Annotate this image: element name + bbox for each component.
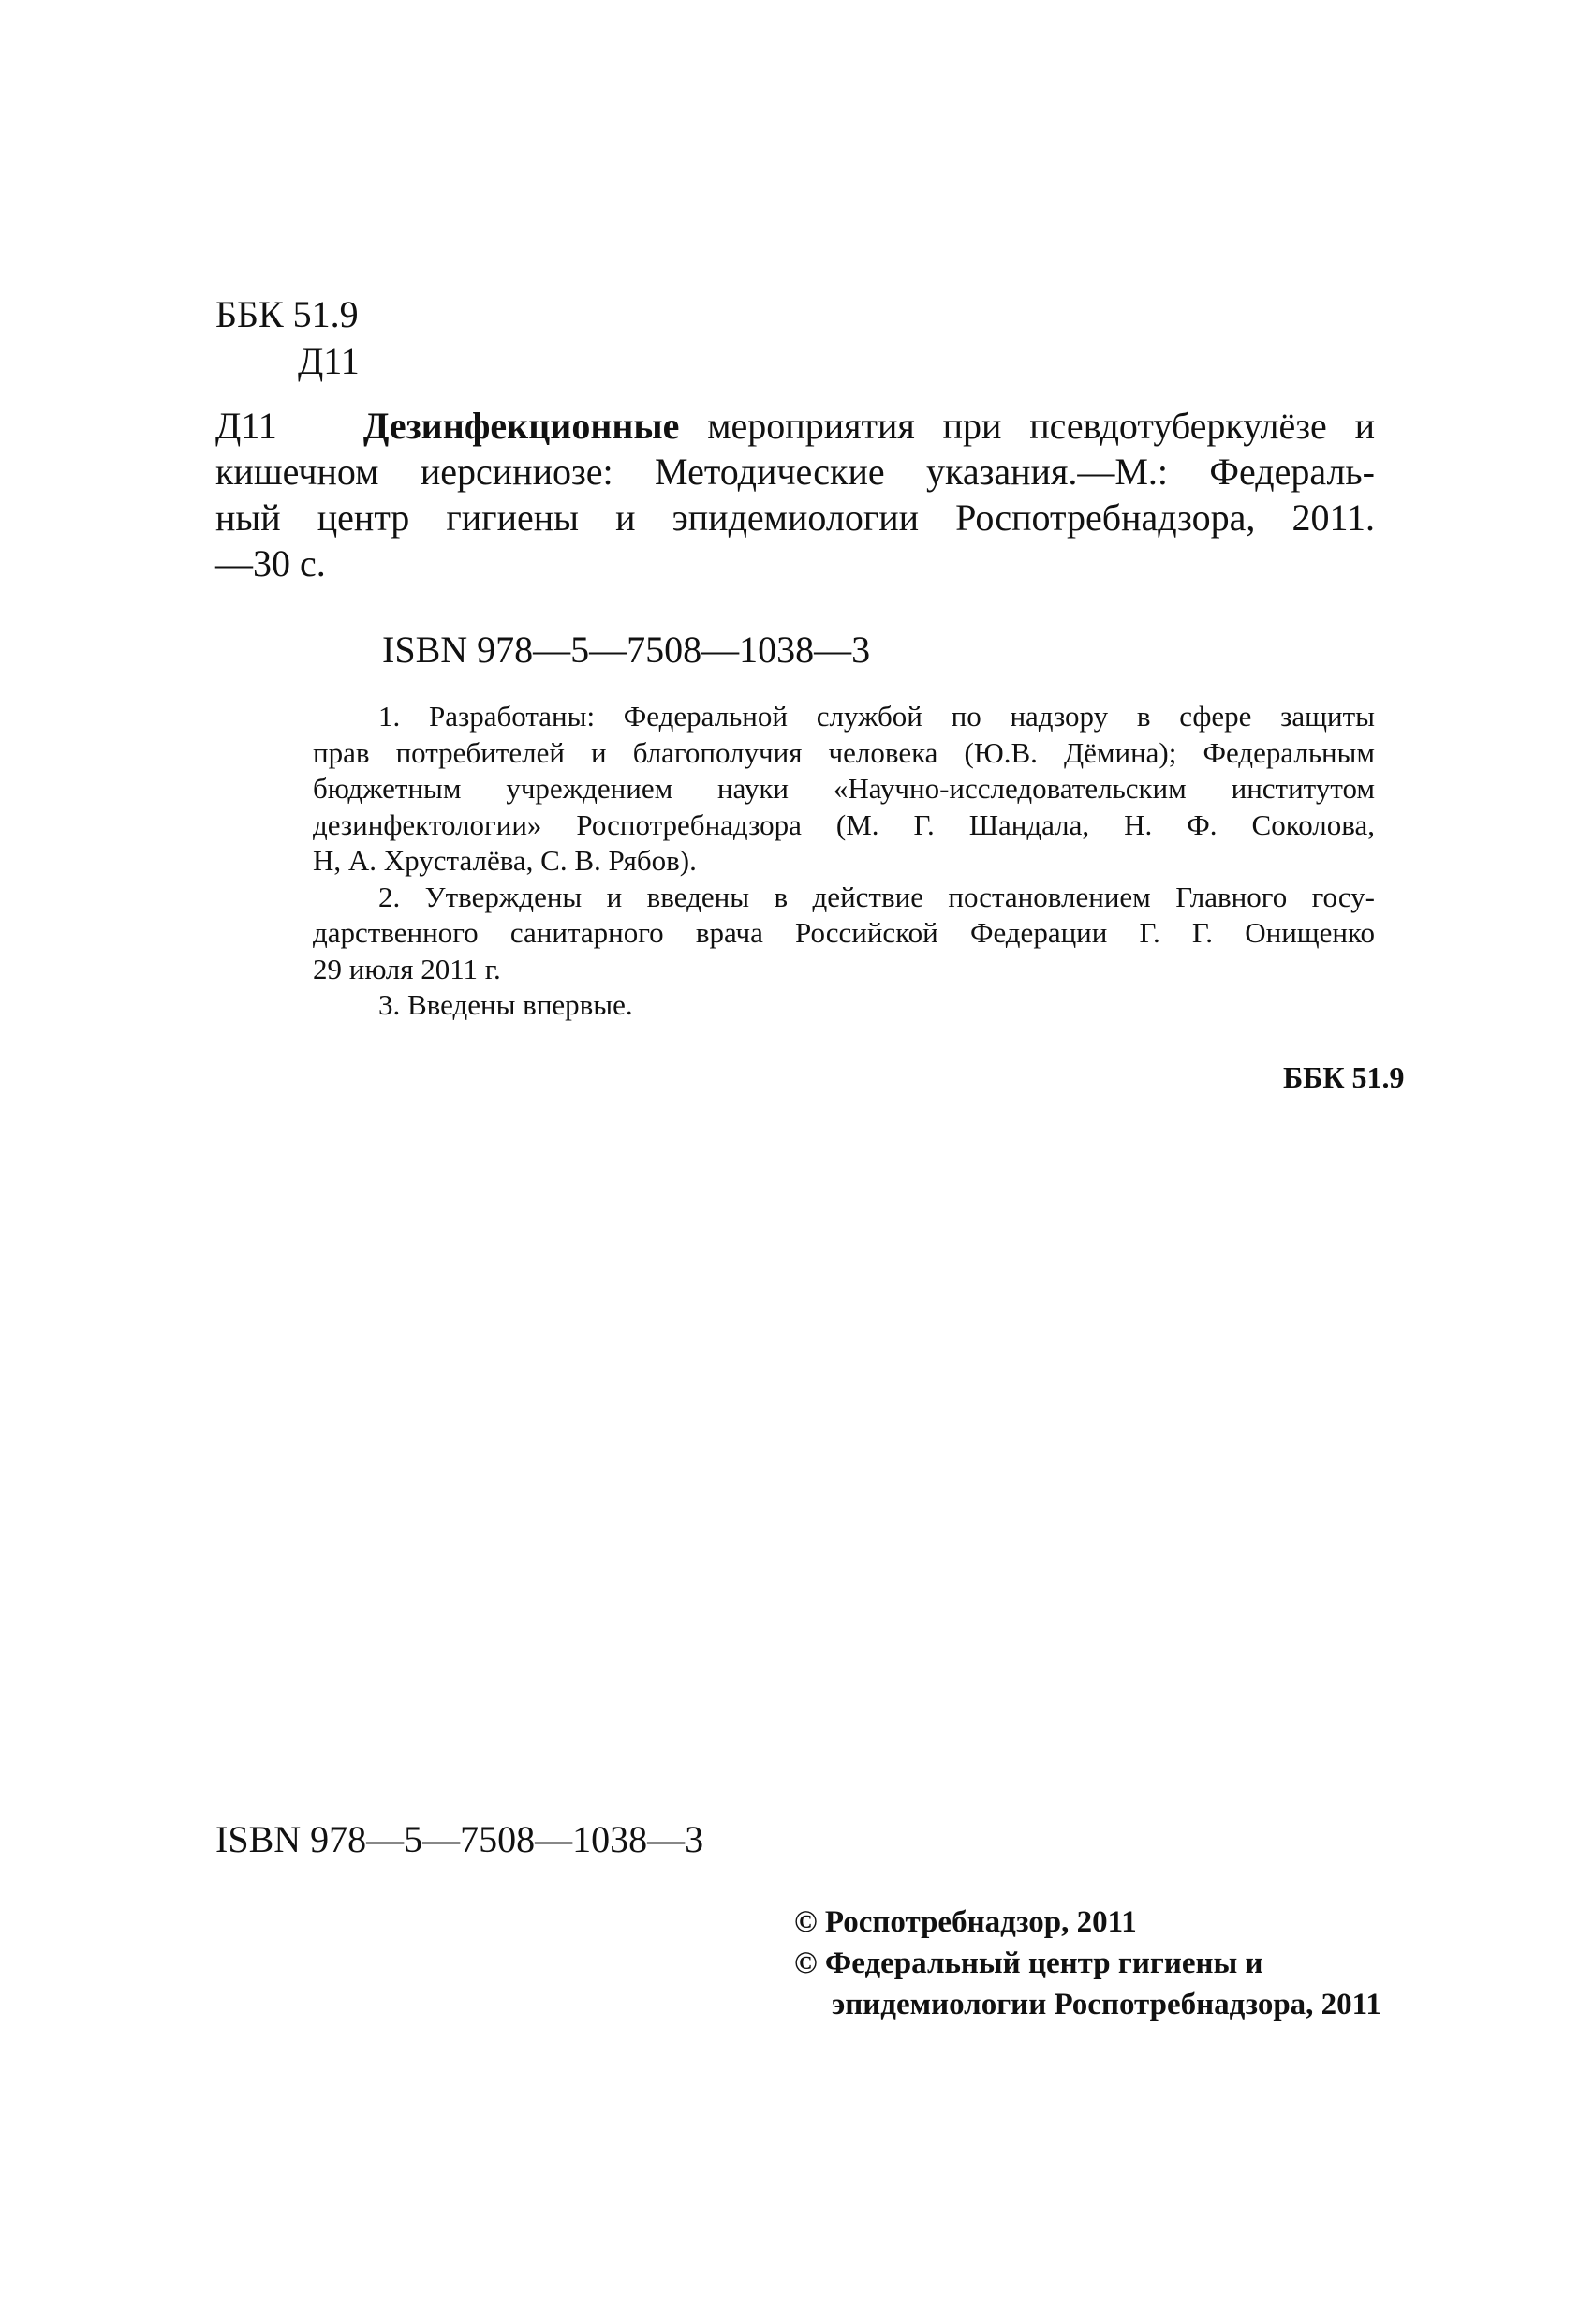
- notes-block: [313, 699, 1375, 1024]
- entry-title-line: [363, 403, 1375, 449]
- entry-line-4: —30 с.: [215, 542, 326, 585]
- note-3: 3. Введены впервые.: [378, 988, 633, 1021]
- copyright-line-2: © Федеральный центр гигиены и: [794, 1947, 1263, 1980]
- bibliographic-entry: [215, 403, 1375, 586]
- note-1-line-1: 1. Разработаны: Федеральной службой по надзору в сфере защиты: [378, 700, 1375, 733]
- note-1-line-3: бюджетным учреждением науки «Научно-исследовательским институтом: [313, 772, 1375, 805]
- entry-author-mark: Д11: [215, 405, 277, 447]
- entry-title-rest: мероприятия при псевдотуберкулёзе и: [707, 405, 1376, 447]
- bbk-index-right: ББК 51.9: [1283, 1060, 1405, 1094]
- note-1-line-2: прав потребителей и благополучия человека (Ю.В. Дёмина); Федеральным: [313, 735, 1375, 769]
- copyright-line-1: © Роспотребнадзор, 2011: [794, 1905, 1137, 1939]
- entry-line-3: ный центр гигиены и эпидемиологии Роспотребнадзора, 2011.: [215, 496, 1375, 539]
- entry-line-1: [215, 403, 1375, 449]
- isbn-bottom: ISBN 978—5—7508—1038—3: [215, 1818, 704, 1860]
- copyright-block: [794, 1902, 1381, 2025]
- entry-title-bold: Дезинфекционные: [362, 405, 680, 447]
- note-1-line-4: дезинфектологии» Роспотребнадзора (М. Г. Шандала, Н. Ф. Соколова,: [313, 807, 1375, 841]
- entry-line-2: кишечном иерсиниозе: Методические указания.—М.: Федераль-: [215, 451, 1375, 493]
- isbn-inline: ISBN 978—5—7508—1038—3: [382, 629, 871, 671]
- note-2-line-3: 29 июля 2011 г.: [313, 952, 501, 985]
- note-1-line-5: Н, А. Хрусталёва, С. В. Рябов).: [313, 844, 697, 877]
- bbk-index: ББК 51.9: [215, 293, 359, 335]
- author-mark: Д11: [298, 340, 360, 382]
- copyright-line-3: эпидемиологии Роспотребнадзора, 2011: [832, 1988, 1381, 2021]
- note-2-line-2: дарственного санитарного врача Российской Федерации Г. Г. Онищенко: [313, 916, 1375, 949]
- note-2-line-1: 2. Утверждены и введены в действие постановлением Главного госу-: [378, 880, 1375, 913]
